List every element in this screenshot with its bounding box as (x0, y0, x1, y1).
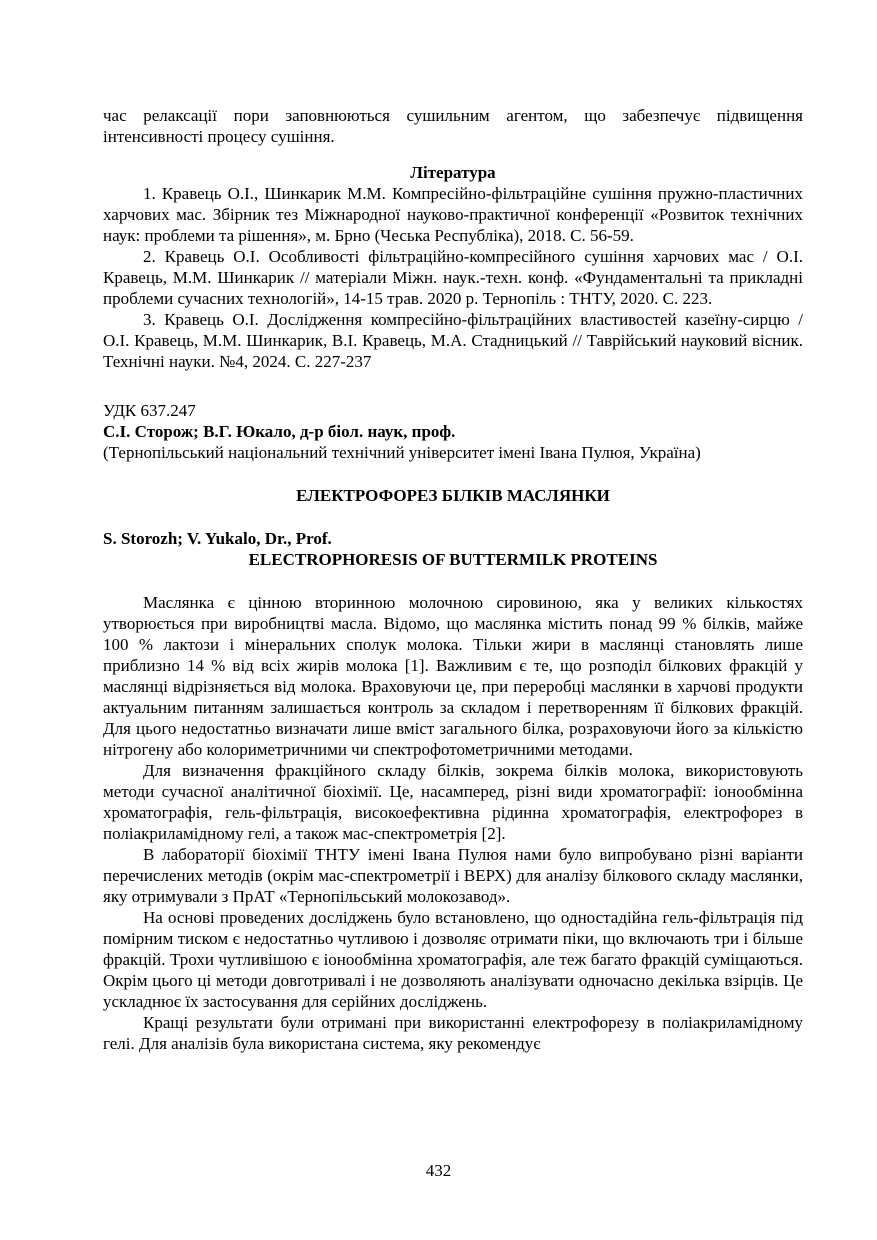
spacer (103, 147, 803, 162)
spacer (103, 463, 803, 485)
page-content (103, 105, 803, 1054)
reference-item-1: 1. Кравець О.І., Шинкарик М.М. Компресійно-фільтраційне сушіння пружно-пластичних харчових мас. Збірник тез Міжнародної науково-практичної конференції «Розвиток технічних наук: проблеми та рішення», м. Брно (Чеська Республіка), 2018. С. 56-59. (103, 184, 803, 245)
body-paragraph-1: Маслянка є цінною вторинною молочною сировиною, яка у великих кількостях утворюється при виробництві масла. Відомо, що маслянка містить понад 99 % білків, майже 100 % лактози і мінеральних сполук молока. Тільки жири в маслянці становлять лише приблизно 14 % від всіх жирів молока [1]. Важливим є те, що розподіл білкових фракцій у маслянці відрізняється від молока. Враховуючи це, при переробці маслянки в харчові продукти актуальним питанням залишається контроль за складом і перетворенням її білкових фракцій. Для цього недостатньо визначати лише вміст загального білка, розраховуючи його за кількістю нітрогену або колориметричними чи спектрофотометричними методами. (103, 593, 803, 759)
body-paragraph-2: Для визначення фракційного складу білків, зокрема білків молока, використовують методи сучасної аналітичної біохімії. Це, насамперед, різні види хроматографії: іонообмінна хроматографія, гель-фільтрація, високоефективна рідинна хроматографія, електрофорез в поліакриламідному гелі, а також мас-спектрометрія [2]. (103, 761, 803, 843)
title-en: ELECTROPHORESIS OF BUTTERMILK PROTEINS (248, 550, 658, 569)
title-ua: ЕЛЕКТРОФОРЕЗ БІЛКІВ МАСЛЯНКИ (296, 486, 610, 505)
authors-ua: С.І. Сторож; В.Г. Юкало, д-р біол. наук, проф. (103, 422, 456, 441)
authors-en: S. Storozh; V. Yukalo, Dr., Prof. (103, 529, 332, 548)
spacer (103, 372, 803, 400)
udc-line: УДК 637.247 (103, 401, 196, 420)
page-number: 432 (425, 1161, 452, 1180)
literature-heading: Література (410, 163, 496, 182)
affiliation-ua: (Тернопільський національний технічний університет імені Івана Пулюя, Україна) (103, 443, 701, 462)
spacer (103, 506, 803, 528)
spacer (103, 570, 803, 592)
body-paragraph-4: На основі проведених досліджень було встановлено, що одностадійна гель-фільтрація під помірним тиском є недостатньо чутливою і дозволяє отримати піки, що включають три і більше фракцій. Трохи чутливішою є іонообмінна хроматографія, але теж багато фракцій суміщаються. Окрім цього ці методи довготривалі і не дозволяють аналізувати одночасно декілька взірців. Це ускладнює їх застосування для серійних досліджень. (103, 908, 803, 1011)
body-paragraph-5: Кращі результати були отримані при використанні електрофорезу в поліакриламідному гелі. Для аналізів була використана система, яку рекомендує (103, 1013, 803, 1053)
body-paragraph-3: В лабораторії біохімії ТНТУ імені Івана Пулюя нами було випробувано різні варіанти перечислених методів (окрім мас-спектрометрії і ВЕРХ) для аналізу білкового складу маслянки, яку отримували з ПрАТ «Тернопільський молокозавод». (103, 845, 803, 906)
reference-item-3: 3. Кравець О.І. Дослідження компресійно-фільтраційних властивостей казеїну-сирцю / О.І. Кравець, М.М. Шинкарик, В.І. Кравець, М.А. Стадницький // Таврійський науковий вісник. Технічні науки. №4, 2024. С. 227-237 (103, 310, 803, 371)
reference-item-2: 2. Кравець О.І. Особливості фільтраційно-компресійного сушіння харчових мас / О.І. Кравець, М.М. Шинкарик // матеріали Міжн. наук.-техн. конф. «Фундаментальні та прикладні проблеми сучасних технологій», 14-15 трав. 2020 р. Тернопіль : ТНТУ, 2020. С. 223. (103, 247, 803, 308)
intro-paragraph: час релаксації пори заповнюються сушильним агентом, що забезпечує підвищення інтенсивності процесу сушіння. (103, 106, 803, 146)
